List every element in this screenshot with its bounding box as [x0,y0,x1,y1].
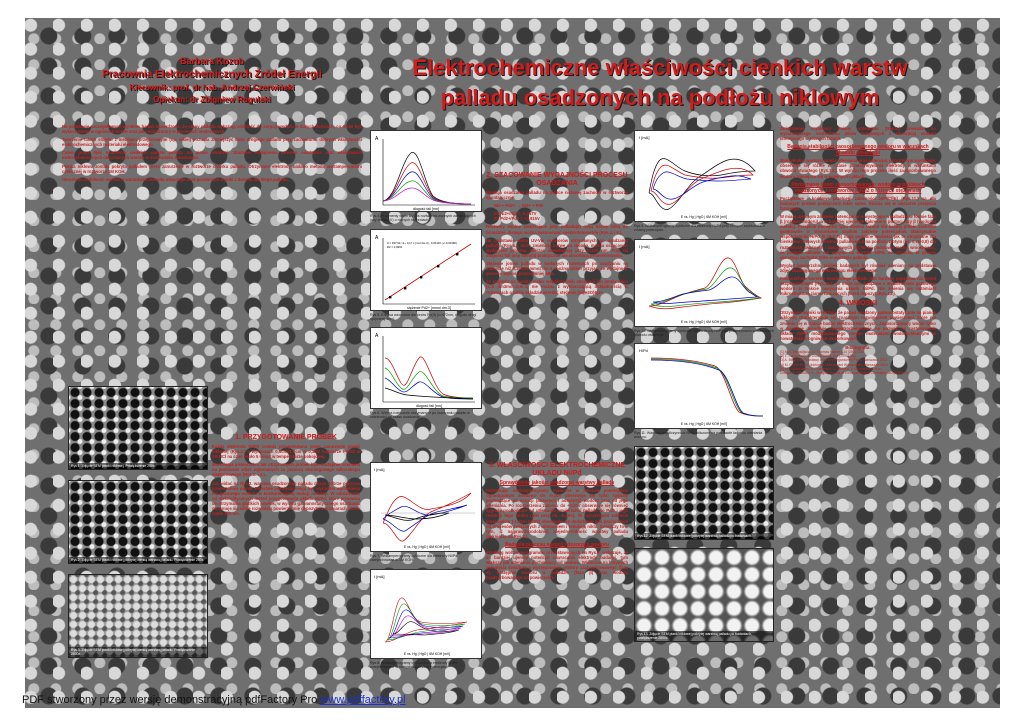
fig5-caption: Rys.5. Krzywa wzorcowa dla jonów Pd(II) (λ=472nm, długość drogi optycznej 1cm). [370,312,477,321]
fig13-caption: Rys.13. Zdjęcie SEM pianki niklowej pokrytej warstwą palladu po badaniach, powiększenie 2500x. [635,631,773,641]
fig6-caption: Rys.6. Widma roztworów otrzymanych po osadzaniu palladu w zależności od czasu osadzania. [370,411,470,420]
section2-p4: Stężenie jonów palladu w badanych roztworach po osadzaniu są mniejsze niż 0,35036 mmol dm-3, można zatem przyjąć, że wydajność procesu wynosi przynajmniej 99%. [486,261,628,277]
right-p7: Otrzymane wyniki wskazują, że pallad osadzony galwanostatycznie na piance niklowej charakteryzuje się znacznym rozwinięciem powierzchni, które nie zmienia się w trakcie badań elektrochemicznych. Zaabsorbowany wodór tylko w warstwie desorbuje nieelektrochemicznie, co pozwoli na zastosowanie układu Ni/Pd modyfikowanego innymi materiałami wodorochłonnymi w nowatorskich ogniwach wodorkowych. [780,310,936,341]
right-sub1: Badanie stabilności zaosorbowanego wodoru w warunkach obwodu otwartego [787,144,929,157]
bibliography [780,345,936,375]
fig11-plot [634,343,774,429]
section3-panel [486,458,628,678]
right-p3: Początkowe i końcowe przebiegi zależności H/Pd=f(E) (Rys.11.) są dla badanych próbek praktycznie takie same. Różnią się w obszarze przejścia fazowego. [780,195,936,211]
sem-image-1 [68,386,208,470]
bib-item: [4] M. Grdeń Praca doktorska Uniwersytet Warszawski, Warszawa 2001 [780,362,888,367]
fig5-x-label: stężenie Pd2+ [mmol dm-3] [407,305,451,310]
section2-eq1: Ni0 + Pd2+ → Ni2+ + Pd0 [494,203,544,209]
fig7-caption: Rys.7. Woltamperogramy cykliczne dla elektrody Ni/Pd zarejestrowane w 1M KOH. [370,554,458,563]
section2-p2: Roztwory wodne zawierające jony palladu(II) mają barwę żółtą do brunatnej, dlatego można zastosować spektrofotometrię (Rys.4. i 5.). [486,224,628,235]
right-p5: Wygląd powierzchni próbek badanych był również oceniany na podstawie zdjęć skaningowego mikroskopu elektronowego. [780,262,936,273]
cv-right-column [634,130,774,642]
sem-image-3 [68,574,208,658]
title-line-1: Elektrochemiczne właściwości cienkich warstw [412,55,908,80]
right-p4: W miarę ujemnym zakresie potencjałów H występuje w palladzie w formie fazy β (roztwór wodoru), a w bardziej ujemnym zakresie w postaci fazy β (wodorku metalu). Przejście pomiędzy tymi dwoma fazami dla każdej próbki zachodzi gwałtownie w stosunkowo wąskim zakresie potencjałów. Maksymalne współczynniki H/Pd (0,78-0,76) mają podobne wartości jak te otrzymane dla cienkowarstwowych elektrod palladowych na podłożu złotym (ok. 0,75-0,8) dla roztworach kwaśnych i zasadowych [5]. Na tej podstawie można wnioskować, że podłoże niklowe nie wpływa na wartość H/Pd, co oznacza, że proces absorpcji zachodzi tylko w warstwie palladu. [780,213,936,260]
fig9-svg [635,131,773,221]
section1-panel [212,430,360,600]
fig4-y-label: A [375,136,379,142]
section3-heading-2: UKŁADU Ni/Pd [532,470,582,477]
fig5-svg [371,230,481,310]
fig5-plot [370,229,482,311]
section2-heading-1: 2. SZACOWANIE WYDAJNOŚCI PROCESU [486,172,628,179]
fig2-caption: Rys.2. Zdjęcie SEM pianki niklowej pokrytej cienką warstwą palladu. Powiększenie 250x. [69,557,207,563]
fig7-plot [370,462,482,552]
fig8-svg [371,570,481,658]
fig4-caption: Rys.4. Fragmenty widm UV-Vis roztworów wodnych zawierających jony palladu(II) o różnych stężeniach. [370,214,476,223]
fig11-x-label: E vs. Hg | HgO | 6M KOH [mV] [680,422,728,427]
uv-vis-column [370,130,482,426]
section1-p3: Jak widać na Rys.2. warstwa osadzonego palladu dosyć dobrze pokrywa powierzchnię pianki. Powstałe pęknięcia mogą być wynikiem wydzielenia się gazowego wodoru w konkurencyjnej reakcji redukcji. W odróżnieniu od elektrolitycznych metod przygotowania układu Ni/Pd, które prowadzą do otrzymania gładkich powłok, w wyniku galwanostatycznego osadzania otrzymuje się silnie rozwiniętą powierzchnię depozytu o rozmiarach ziaren rzędu 100 nm. [212,480,360,517]
conclusions-heading: 4. WNIOSKI [838,300,878,308]
fig12-caption: Rys.12. Zdjęcie SEM pianki niklowej pokrytej warstwą palladu po badaniach. [635,533,773,539]
fig11-y-label: H/Pd [639,348,648,354]
right-p1: Zwiększenie szybkości zmiany potencjału (Rys.9.) prowadzi do wyraźniejszego rozdzielenia pików związanych z desorpcją wodoru istniejącego w różnych fazach. [780,126,936,142]
fig6-x-label: długość fali [nm] [416,404,442,409]
fig9-y-label: I [mA] [639,135,650,140]
fig5-fit-text: A = 937,94 ×1+ 0,17 x [mol dm-3] - 0,00116 (+/-0,00460) [387,240,457,245]
fig6-y-label: A [375,333,379,340]
section2-p1: Reakcja osadzania palladu na piance niklowej zachodzi w roztworze spontanicznie: [486,190,628,201]
intro-panel [62,124,362,374]
sem-column [68,386,208,658]
bibliography-heading: Bibliografia: [845,344,871,350]
bib-item: [5] M. Łukaszewski, A. Czerwiński, J. Zachara, J. Electrochem. Soc. [780,366,882,371]
right-sub2: Porównanie ilości zaosorbowanego wodoru w próbkach osadzonych z roztworów PdCl2 o różnych stężeniach [791,181,925,194]
section2-eq2: E0 Ni2+/Ni0 = -0,257V [494,211,537,217]
bib-item: [3] A. Bielański: Podstawy chemii nieorganicznej PWN, Warszawa 2002 [780,358,888,363]
fig11-svg [635,344,773,428]
fig1-caption: Rys.1. Zdjęcie SEM pianki niklowej. Powiększenie 250x. [69,463,207,469]
fig10-x-label: E vs. Hg | HgO | 6M KOH [mV] [680,319,728,324]
fig8-plot [370,569,482,659]
fig9-x-label: E vs. Hg | HgO | 6M KOH [mV] [680,215,728,219]
bib-item: Dolega, R. Macoski, R. Zentgraf Journal of Electroanalytical Chemistry 460 (1999) 55 [780,370,908,375]
fig10-svg [635,240,773,326]
section3-sub1: Sprawdzenie jakości osadzonej warstwy palladu [499,480,615,486]
bib-item: [2] L. Schlapbach, A. Züttel Nature 414 (2001) 353 [780,354,856,359]
section3-p2: Przebieg woltamperogramów przedstawionych na Rys.8. wskazuje, że im bardziej ujemny potencjał zawracania elektrody badanej, tym większy pik utleniania pochodzący od wodoru. Widoczne na krzywych przegięcia świadczą o występowaniu wodoru zaabsorbowanego (faza α), następnie wodoru w palladzie (faza β) oraz wodoru zaadsorbowanego na powierzchni. [486,549,628,581]
poster-title [380,55,940,123]
fig10-plot [634,239,774,327]
fig8-x-label: E vs. Hg | HgO | 6M KOH [mV] [403,651,451,656]
intro-p4: Pianka niklowa została pokryta palladem przez zanurzenie w roztworze chlorku palladu. Otrzymane elektrody badano metodą woltamperometrii cyklicznej w roztworze 1M KOH. [62,163,362,174]
cv-lower-column [370,462,482,675]
fig4-plot [370,130,482,212]
fig8-y-label: I [mA] [374,573,385,579]
advisor: Opiekun: dr Zbigniew Rogulski [153,95,271,104]
intro-p2: Tworzenie takich stopów z metalami przejściowymi (np. nikiel) pozwala zmniejszyć ilość drogiego palladu przy zachowaniu dobrych właściwości elektrochemicznych materiału elektrodowego. [62,137,362,148]
title-line-2: palladu osadzonych na podłożu niklowym [440,85,880,110]
intro-p5: Określono stabilność warstw w warunkach obwodu otwartego oraz porównano wyniki z danymi dla litego palladu. [62,176,289,182]
section1-p2: Morfologia powierzchni tak otrzymanych próbek była następnie oceniana na podstawie zdjęć wykonanych za pomocą skaningowego mikroskopu elektronowego (Rys.2. i 3.). [212,462,360,478]
pdf-footer [22,694,406,706]
fig7-y-label: I [mA] [374,467,385,472]
fig9-plot [634,130,774,222]
right-p6: Powierzchnia warstwy osadzonego palladu jest bardziej popękana niż przed eksperymentami (Rys.12.), co może być związane z wydzielaniem gazowego wodoru w trakcie nasycania układu Ni/Pd. Nie zmienia się natomiast mikrostruktura ziaren tworzących przed depozyt (Rys.13.). [780,275,936,297]
section2-eq3: E0 Pd2+/Pd0 = +0,915V [494,216,540,222]
header-left-panel [62,56,362,118]
intro-p1: Na podstawie szczegółowych wyników badań stwierdzono, że stopy palladu wykazują zdolność do sorpcji wodoru w dużych ilościach, co może być wykorzystane w ogniwach Ni-MH oraz jako katalizatory w procesach wodorowych. [62,124,362,135]
section3-heading-1: 3. WŁAŚCIWOŚCI ELEKTROCHEMICZNE [488,462,626,469]
sem-image-13 [634,548,774,642]
fig10-y-label: I [mA] [639,243,650,249]
right-text-panel [780,126,936,676]
intro-p3: Celem pracy było osadzenie cienkich warstw palladu na pianie niklowej, zbadanie wydajności procesu osadzania oraz właściwości elektrochemicznych otrzymanych warstw w środowisku zasadowym. [62,150,362,161]
section2-panel [486,168,628,458]
fig4-svg [371,131,481,211]
right-p2: Maksymalne wartości prądu utleniania oraz potencjał, przy którym występuje, obserwuje się różnie w czasie przetrzymywania elektrody w warunkach obwodu otwartego (Rys.10.). W wyniku tego procesu ilość zaabsorbowanego wodoru zmniejsza się w kolejnych cyklach. [780,158,936,179]
sem-image-2 [68,480,208,564]
fig8-caption: Rys.8. Woltamperogramy cykliczne dla elektrody Ni/Pd zarejestrowane w różnych zakresach potencjału. [370,660,458,669]
fig10-caption: Rys.10. Woltamperogramy cykliczne dla elektrody Ni/Pd po przetrzymaniu w warunkach obwodu otwartego. [634,328,774,337]
footer-link[interactable]: www.pdffactory.pl [320,694,406,706]
fig7-svg [371,463,481,551]
fig9-caption: Rys.9. Woltamperogramy cykliczne dla elektrody Ni/Pd przy różnych szybkościach zmiany potencjału. [634,224,765,233]
fig5-r2-text: R2 = 0,9991 [387,244,403,249]
section3-sub2: Badania procesu sorpcji i desorpcji wodoru [505,541,609,548]
fig5-y-label: A [375,234,379,241]
section2-p5: Ze względu na bardzo niskie współczynniki absorpcji dla jonów niklu (ε=5 dm3mol-1cm-1) nie można z wystarczającą dokładnością w roztworach o takim składzie określić stężenia [Ni(H2O)6]2+. [486,279,628,295]
supervisor: Kierownik: prof. dr hab. Andrzej Czerwiński [129,83,295,92]
fig6-svg [371,328,481,408]
author-name: Barbara Kozub [179,56,244,66]
fig6-plot [370,327,482,409]
fig3-caption: Rys.3. Zdjęcie SEM pianki niklowej pokrytej cienką warstwą palladu. Powiększenie 2500x. [69,647,207,657]
section1-heading: 1. PRZYGOTOWANIE PRÓBEK [235,434,337,441]
fig7-x-label: E vs. Hg | HgO | 6M KOH [mV] [403,545,451,549]
section3-p1: Rejestrując woltamperogramy cykliczne w zakresie potencjałów ograniczonym anodowo do -0,10V obserwuje się tylko sygnały pochodzące od sorpcji (absorpcji i adsorpcji) wodoru oraz od jego utleniania. Po rozszerzeniu zakresu do +0,30V obserwuje się również sygnały pochodzące od utleniania powierzchni palladu do PdO i jego redukcji tego tlenku (piki przy ok. -0,20V). W najszerszym zakresie potencjałów (-1,10V÷0,55V) obserwuje się dodatkowo piki pochodzące od procesów związanych z utlenianiem i redukcją niklu. Świadczy to o tym, iż najprawdopodobniej niejednorodność warstwy palladu (pęknięcia na Rys.2.). [486,488,628,539]
section1-p1: Każda elektroda Ni/Pd została przygotowana przez zanurzenie pianki niklowej (Rys.1.) o wymiarach 0,5cmx1,0cm w 0,11M roztworze PdCl2 w 1M HCl na czas około 5 minut w temperaturze pokojowej. [212,444,360,460]
bib-item: [1] M.A. Brousiljkusz, i.l. Thomas Nature 414 (2001) 332 [780,349,865,354]
sem-image-12 [634,446,774,540]
lab-name: Pracownia Elektrochemicznych Źródeł Energii [102,69,322,80]
fig4-x-label: długość fali [nm] [413,207,439,211]
section2-heading-2: OSADZANIA [536,180,578,187]
footer-text: PDF stworzony przez wersję demonstracyjną pdfFactory Pro [22,694,318,706]
fig11-caption: Rys.11. Wartości współczynnika H/Pd obliczone na podstawie ładunku utleniania wodoru. [634,431,763,440]
section2-p3: Na podstawie widm UV-Vis roztworów otrzymanych po osadzaniu palladu (Rys.6.), które zmieniają barwę na zieloną, można oszacować wydajność procesu mierząc absorbancję przy λ=472 nm. Przy tej długości fali jony niklu(II) praktycznie nie absorbują promieniowania. [486,237,628,258]
